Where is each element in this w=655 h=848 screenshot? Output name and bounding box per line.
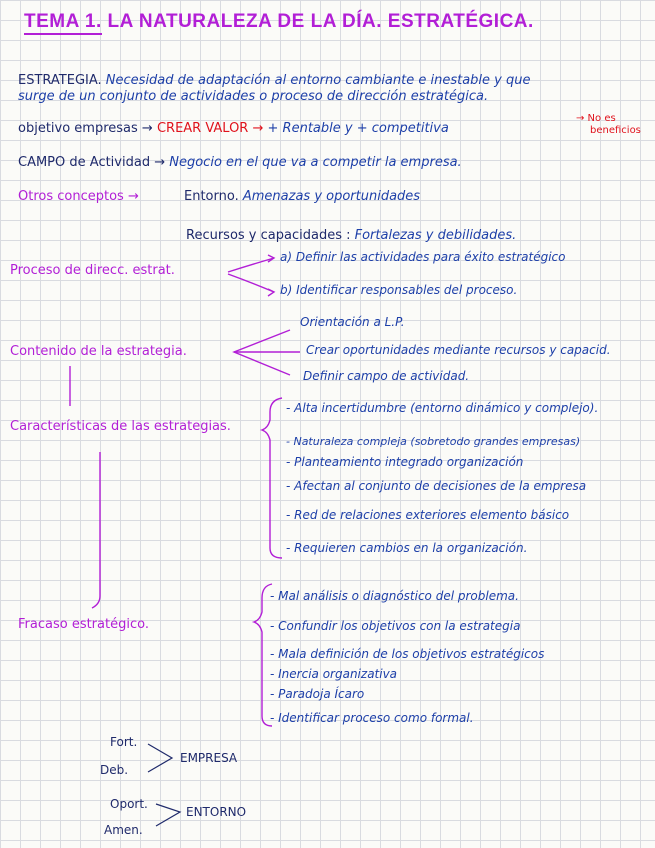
fracaso-item: - Confundir los objetivos con la estrategia — [270, 619, 521, 633]
estrategia-label: ESTRATEGIA. — [18, 73, 102, 88]
objetivo-arrow: → — [252, 121, 264, 136]
objetivo-label: objetivo empresas → — [18, 121, 153, 136]
entorno-text: Amenazas y oportunidades — [242, 189, 421, 204]
objetivo-note-line2: beneficios — [590, 125, 641, 136]
swot-bracket-empresa — [148, 744, 172, 772]
fracaso-label: Fracaso estratégico. — [18, 617, 149, 632]
swot-empresa: EMPRESA — [180, 751, 238, 765]
fracaso-item: - Paradoja Ícaro — [270, 687, 365, 701]
estrategia-line1: Necesidad de adaptación al entorno cambiante e inestable y que — [105, 73, 531, 88]
caracteristicas-label: Características de las estrategias. — [10, 419, 231, 434]
caracteristicas-item: - Requieren cambios en la organización. — [286, 541, 528, 555]
fracaso-brace — [254, 584, 272, 726]
contenido-item: Definir campo de actividad. — [303, 369, 470, 383]
swot-entorno: ENTORNO — [186, 805, 247, 819]
swot-bracket-entorno — [156, 804, 180, 826]
caracteristicas-item: - Naturaleza compleja (sobretodo grandes empresas) — [286, 435, 581, 448]
caracteristicas-item: - Alta incertidumbre (entorno dinámico y complejo). — [286, 401, 599, 415]
swot-fort: Fort. — [110, 735, 138, 749]
swot-oport: Oport. — [110, 797, 148, 811]
caracteristicas-brace — [262, 398, 282, 558]
swot-amen: Amen. — [104, 823, 143, 837]
swot-deb: Deb. — [100, 763, 129, 777]
contenido-item: Orientación a L.P. — [300, 315, 405, 329]
proceso-arrow-b — [228, 274, 274, 292]
objetivo-note-line1: → No es — [576, 113, 616, 124]
title-number: TEMA 1. — [24, 11, 102, 35]
estrategia-line2: surge de un conjunto de actividades o proceso de dirección estratégica. — [18, 89, 489, 104]
proceso-arrow-a — [228, 258, 274, 272]
objetivo-crear: CREAR VALOR — [156, 121, 249, 136]
contenido-label: Contenido de la estrategia. — [10, 344, 187, 359]
proceso-item-b: b) Identificar responsables del proceso. — [280, 283, 518, 297]
contenido-item: Crear oportunidades mediante recursos y capacid. — [306, 343, 611, 357]
caracteristicas-item: - Red de relaciones exteriores elemento básico — [286, 508, 570, 522]
campo-text: Negocio en el que va a competir la empresa. — [169, 155, 462, 170]
recursos-text: Fortalezas y debilidades. — [354, 228, 517, 243]
proceso-label: Proceso de direcc. estrat. — [10, 263, 175, 278]
vertical-connector-2 — [92, 452, 100, 608]
fracaso-item: - Mal análisis o diagnóstico del problema. — [270, 589, 519, 603]
recursos-label: Recursos y capacidades : — [186, 228, 351, 243]
caracteristicas-item: - Planteamiento integrado organización — [286, 455, 524, 469]
objetivo-detail: + Rentable y + competitiva — [267, 121, 449, 136]
campo-label: CAMPO de Actividad → — [18, 155, 166, 170]
otros-label: Otros conceptos → — [18, 189, 139, 204]
title-text: LA NATURALEZA DE LA DÍA. ESTRATÉGICA. — [107, 11, 534, 32]
entorno-label: Entorno. — [184, 189, 239, 204]
fracaso-item: - Identificar proceso como formal. — [270, 711, 474, 725]
proceso-item-a: a) Definir las actividades para éxito estratégico — [280, 250, 566, 264]
fracaso-item: - Mala definición de los objetivos estratégicos — [270, 647, 545, 661]
caracteristicas-item: - Afectan al conjunto de decisiones de la empresa — [286, 479, 587, 493]
fracaso-item: - Inercia organizativa — [270, 667, 398, 681]
